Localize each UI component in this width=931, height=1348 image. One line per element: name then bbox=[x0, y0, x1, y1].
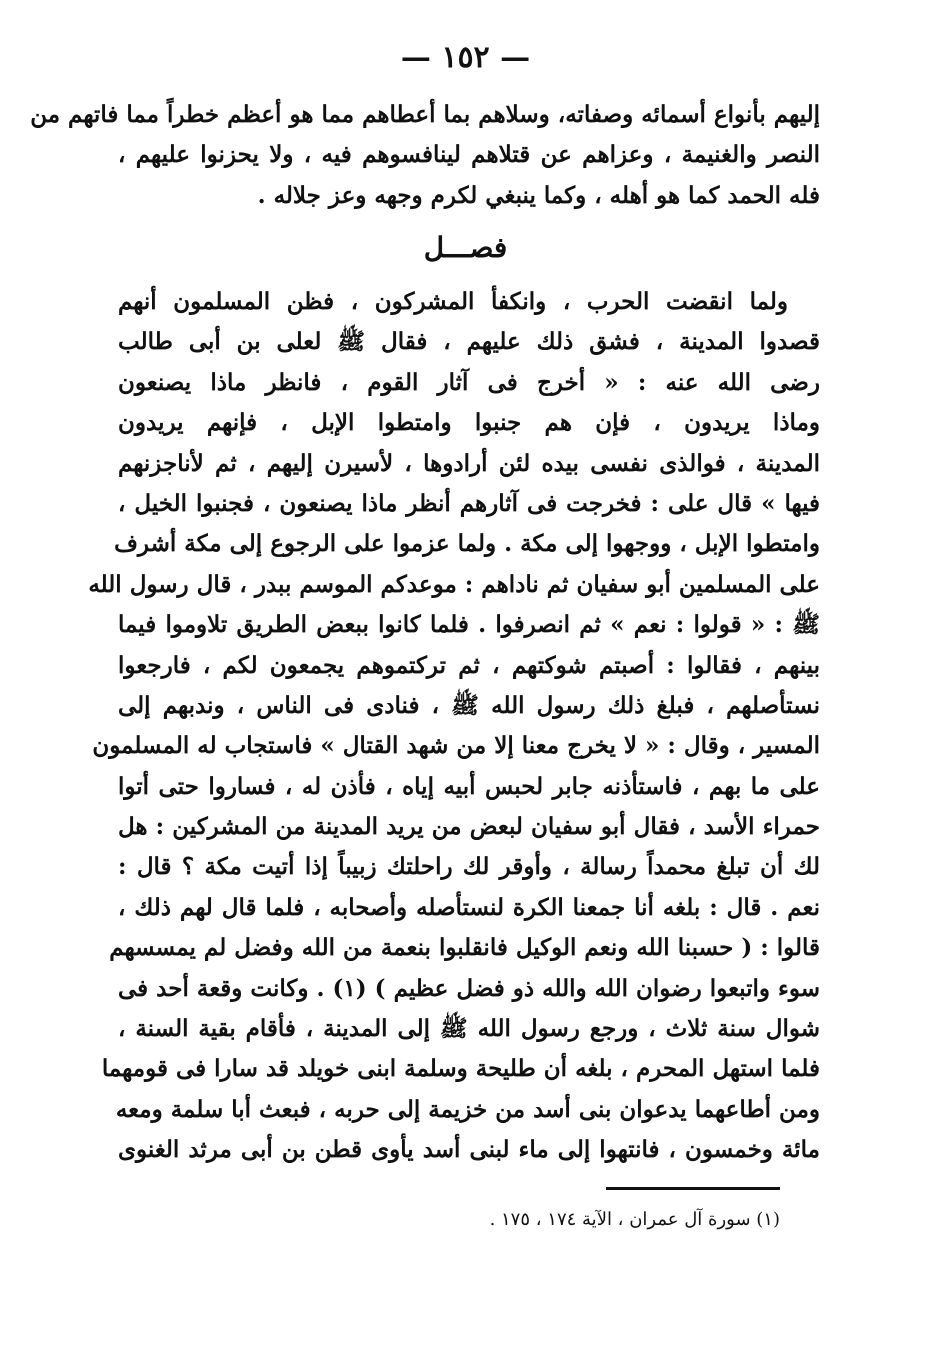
body-line: فلما استهل المحرم ، بلغه أن طليحة وسلمة ابنى خويلد قد سارا فى قومهما bbox=[101, 1055, 820, 1083]
body-line: قصدوا المدينة ، فشق ذلك عليهم ، فقال ﷺ لعلى بن أبى طالب bbox=[118, 328, 820, 356]
intro-line: إليهم بأنواع أسمائه وصفاته، وسلاهم بما أعطاهم مما هو أعظم خطراً مما فاتهم من bbox=[30, 101, 820, 128]
body-line: المسير ، وقال : « لا يخرج معنا إلا من شهد القتال » فاستجاب له المسلمون bbox=[92, 732, 820, 760]
footnote: (١) سورة آل عمران ، الآية ١٧٤ ، ١٧٥ . bbox=[489, 1209, 780, 1230]
body-line: وامتطوا الإبل ، ووجهوا إلى مكة . ولما عزموا على الرجوع إلى مكة أشرف bbox=[114, 530, 820, 558]
body-line: ومن أطاعهما يدعوان بنى أسد من خزيمة إلى حربه ، فبعث أبا سلمة ومعه bbox=[115, 1095, 820, 1123]
body-line: ولما انقضت الحرب ، وانكفأ المشركون ، فظن المسلمون أنهم bbox=[118, 288, 788, 315]
body-line: سوء واتبعوا رضوان الله والله ذو فضل عظيم ) (١) . وكانت وقعة أحد فى bbox=[118, 974, 820, 1002]
body-line: رضى الله عنه : « أخرج فى آثار القوم ، فانظر ماذا يصنعون bbox=[118, 368, 820, 396]
body-line: حمراء الأسد ، فقال أبو سفيان لبعض من يريد المدينة من المشركين : هل bbox=[118, 813, 820, 841]
intro-paragraph bbox=[30, 95, 820, 216]
body-line: ﷺ : « قولوا : نعم » ثم انصرفوا . فلما كانوا ببعض الطريق تلاوموا فيما bbox=[118, 611, 820, 639]
body-line: مائة وخمسون ، فانتهوا إلى ماء لبنى أسد يأوى قطن بن أبى مرثد الغنوى bbox=[118, 1136, 820, 1164]
body-line: وماذا يريدون ، فإن هم جنبوا وامتطوا الإبل ، فإنهم يريدون bbox=[118, 409, 820, 437]
body-line: على المسلمين أبو سفيان ثم ناداهم : موعدكم الموسم ببدر ، قال رسول الله bbox=[88, 570, 820, 598]
body-line: قالوا : ( حسبنا الله ونعم الوكيل فانقلبوا بنعمة من الله وفضل لم يمسسهم bbox=[109, 934, 820, 962]
body-line: نعم . قال : بلغه أنا جمعنا الكرة لنستأصله وأصحابه ، فلما قال لهم ذلك ، bbox=[118, 893, 820, 921]
section-heading: فصـــل bbox=[423, 231, 508, 264]
body-paragraph bbox=[88, 282, 820, 1171]
page-number: — ١٥٢ — bbox=[400, 40, 531, 75]
body-line: نستأصلهم ، فبلغ ذلك رسول الله ﷺ ، فنادى فى الناس ، وندبهم إلى bbox=[118, 691, 820, 719]
intro-line: النصر والغنيمة ، وعزاهم عن قتلاهم لينافسوهم فيه ، ولا يحزنوا عليهم ، bbox=[118, 141, 820, 169]
footnote-divider bbox=[606, 1187, 780, 1190]
body-line: على ما بهم ، فاستأذنه جابر لحبس أبيه إياه ، فأذن له ، فساروا حتى أتوا bbox=[118, 772, 820, 800]
body-line: فيها » قال على : فخرجت فى آثارهم أنظر ماذا يصنعون ، فجنبوا الخيل ، bbox=[118, 489, 820, 517]
intro-line: فله الحمد كما هو أهله ، وكما ينبغي لكرم وجهه وعز جلاله . bbox=[257, 181, 820, 209]
body-line: المدينة ، فوالذى نفسى بيده لئن أرادوها ، لأسيرن إليهم ، ثم لأناجزنهم bbox=[118, 449, 820, 477]
body-line: بينهم ، فقالوا : أصبتم شوكتهم ، ثم تركتموهم يجمعون لكم ، فارجعوا bbox=[118, 651, 820, 679]
body-line: شوال سنة ثلاث ، ورجع رسول الله ﷺ إلى المدينة ، فأقام بقية السنة ، bbox=[118, 1015, 820, 1043]
body-line: لك أن تبلغ محمداً رسالة ، وأوقر لك راحلتك زبيباً إذا أتيت مكة ؟ قال : bbox=[118, 853, 820, 881]
